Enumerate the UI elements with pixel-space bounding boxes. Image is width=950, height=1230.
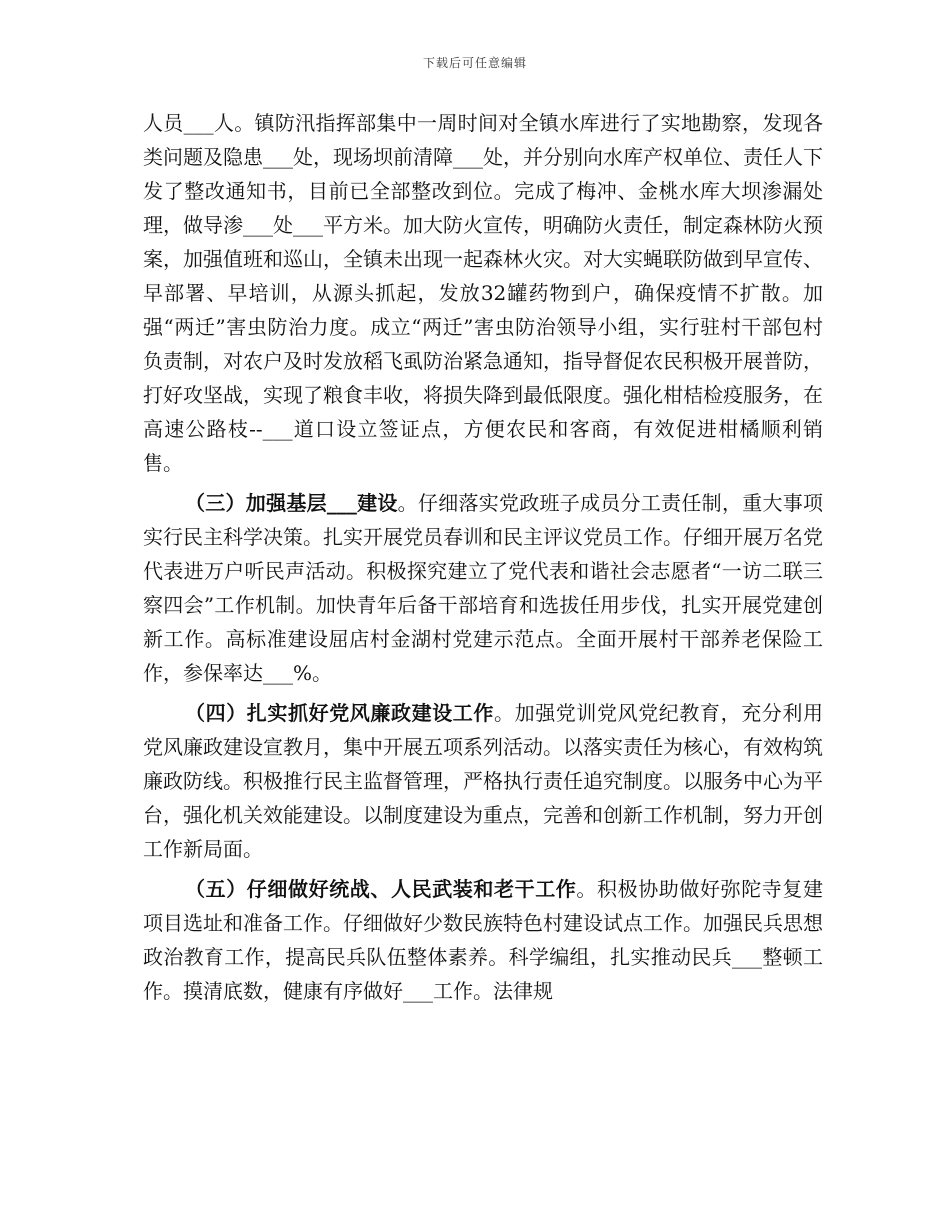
page-header: 下载后可任意编辑 <box>422 56 527 70</box>
paragraph-text: 。积极协助做好弥陀寺复建项目选址和准备工作。仔细做好少数民族特色村建设试点工作。加强民兵思想政治教育工作，提高民兵队伍整体素养。科学编组，扎实推动民兵___整顿工作。摸清底数，健康有序做好___工作。法律规 <box>143 877 824 1003</box>
document-body <box>143 106 823 1008</box>
section-heading: （五）仔细做好统战、人民武装和老干工作 <box>185 877 577 901</box>
paragraph-section-4 <box>143 696 823 866</box>
section-heading: （三）加强基层___建设 <box>185 491 398 515</box>
paragraph-continuation <box>143 106 823 480</box>
paragraph-section-3 <box>143 486 823 690</box>
paragraph-section-5 <box>143 872 823 1008</box>
section-heading: （四）扎实抓好党风廉政建设工作 <box>185 701 494 725</box>
paragraph-text: 。加强党训党风党纪教育，充分利用党风廉政建设宣教月，集中开展五项系列活动。以落实责任为核心，有效构筑廉政防线。积极推行民主监督管理，严格执行责任追究制度。以服务中心为平台，强化机关效能建设。以制度建设为重点，完善和创新工作机制，努力开创工作新局面。 <box>143 701 823 861</box>
paragraph-text: 。仔细落实党政班子成员分工责任制，重大事项实行民主科学决策。扎实开展党员春训和民主评议党员工作。仔细开展万名党代表进万户听民声活动。积极探究建立了党代表和谐社会志愿者“一访二联三察四会”工作机制。加快青年后备干部培育和选拔任用步伐，扎实开展党建创新工作。高标准建设屈店村金湖村党建示范点。全面开展村干部养老保险工作，参保率达___%。 <box>143 491 824 685</box>
paragraph-text: 人员___人。镇防汛指挥部集中一周时间对全镇水库进行了实地勘察，发现各类问题及隐患___处，现场坝前清障___处，并分别向水库产权单位、责任人下发了整改通知书，目前已全部整改到位。完成了梅冲、金桃水库大坝渗漏处理，做导渗___处___平方米。加大防火宣传，明确防火责任，制定森林防火预案，加强值班和巡山，全镇未出现一起森林火灾。对大实蝇联防做到早宣传、早部署、早培训，从源头抓起，发放32罐药物到户，确保疫情不扩散。加强“两迁”害虫防治力度。成立“两迁”害虫防治领导小组，实行驻村干部包村负责制，对农户及时发放稻飞虱防治紧急通知，指导督促农民积极开展普防，打好攻坚战，实现了粮食丰收，将损失降到最低限度。强化柑桔检疫服务，在高速公路枝--___道口设立签证点，方便农民和客商，有效促进柑橘顺利销售。 <box>143 111 823 475</box>
